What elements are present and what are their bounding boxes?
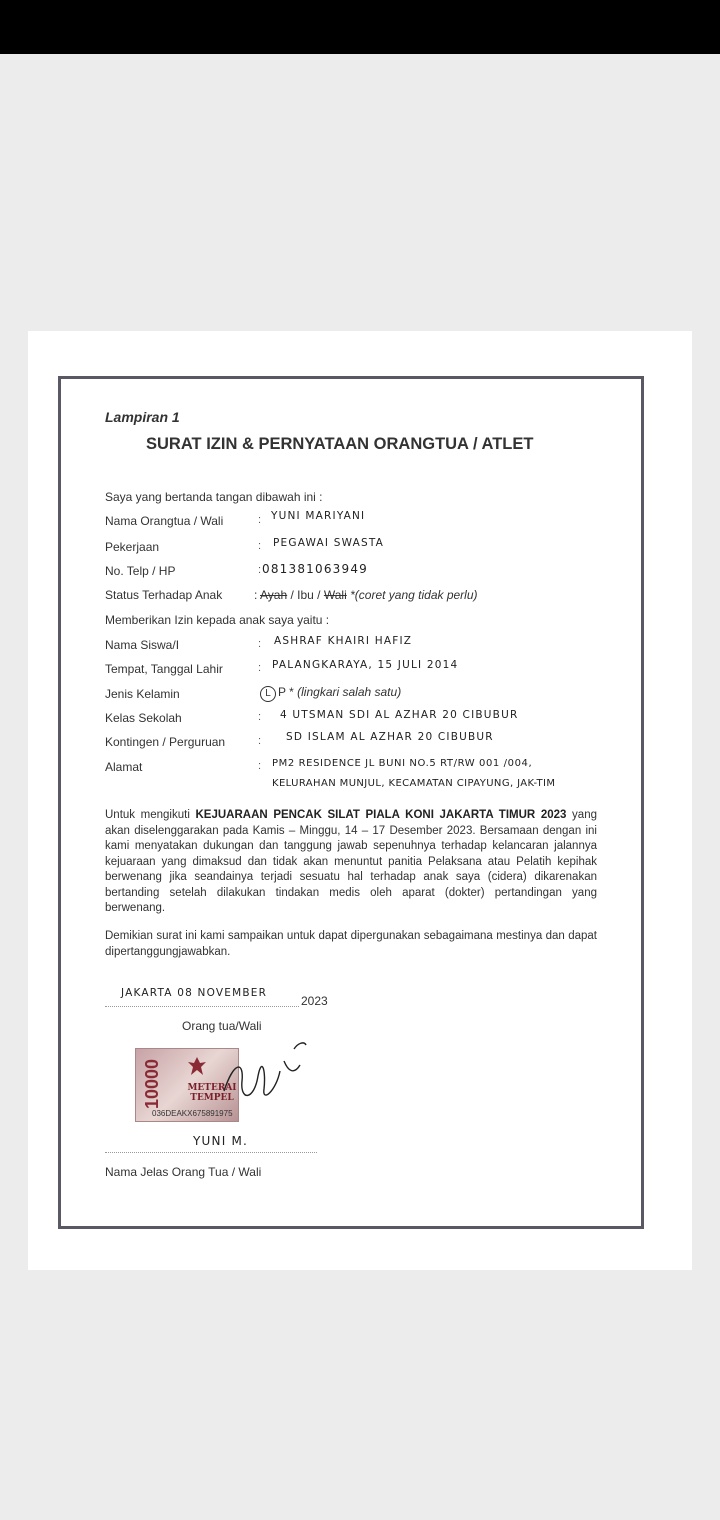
closing-paragraph: Demikian surat ini kami sampaikan untuk dapat dipergunakan sebagaimana mestinya dan dapat dipertanggungjawabkan. <box>105 930 597 958</box>
status-ayah: Ayah <box>260 588 288 602</box>
gender-l-circled: L <box>260 686 276 702</box>
field-value-address-line2: KELURAHAN MUNJUL, KECAMATAN CIPAYUNG, JAK-TIM <box>272 778 556 789</box>
intro-text: Saya yang bertanda tangan dibawah ini : <box>105 490 323 504</box>
field-value-address-line1: PM2 RESIDENCE JL BUNI NO.5 RT/RW 001 /004, <box>272 758 533 769</box>
field-label-gender: Jenis Kelamin <box>105 687 180 701</box>
footer-label: Nama Jelas Orang Tua / Wali <box>105 1165 262 1179</box>
status-wali: Wali <box>323 588 347 602</box>
field-label-parent-name: Nama Orangtua / Wali <box>105 514 224 528</box>
garuda-emblem-icon <box>186 1055 208 1077</box>
place-date-value: JAKARTA 08 NOVEMBER <box>121 987 268 999</box>
field-label-birth: Tempat, Tanggal Lahir <box>105 662 223 676</box>
field-value-contingent: SD ISLAM AL AZHAR 20 CIBUBUR <box>286 731 494 743</box>
field-label-contingent: Kontingen / Perguruan <box>105 735 226 749</box>
signer-name: YUNI M. <box>193 1134 249 1148</box>
status-bar <box>0 0 720 54</box>
permission-text: Memberikan Izin kepada anak saya yaitu : <box>105 613 330 627</box>
field-label-address: Alamat <box>105 760 143 774</box>
orang-tua-label: Orang tua/Wali <box>182 1019 262 1033</box>
field-value-student-name: ASHRAF KHAIRI HAFIZ <box>274 635 413 647</box>
field-label-student-name: Nama Siswa/I <box>105 638 180 652</box>
field-label-occupation: Pekerjaan <box>105 540 160 554</box>
stamp-amount: 10000 <box>142 1058 162 1109</box>
statement-paragraph: Untuk mengikuti KEJUARAAN PENCAK SILAT PIALA KONI JAKARTA TIMUR 2023 yang akan diselenggarakan pada Kamis – Minggu, 14 – 17 Desember 2023. Bersamaan dengan ini kami menyatakan dukungan dan tanggung jawab sepenuhnya terhadap kelancaran jalannya kejuaraan yang dimaksud dan tidak akan menuntut panitia Pelaksana atau Pelatih kepihak berwenang jika seandainya terjadi sesuatu hal terhadap anak saya (cidera) dikarenakan bertanding setelah dilakukan tindakan medis oleh aparat (dokter) pertandingan yang berwenang. <box>105 809 597 914</box>
field-value-occupation: PEGAWAI SWASTA <box>273 537 385 549</box>
place-date-year: 2023 <box>301 994 328 1008</box>
field-label-phone: No. Telp / HP <box>105 564 176 578</box>
field-label-status: Status Terhadap Anak <box>105 588 223 602</box>
field-value-parent-name: YUNI MARIYANI <box>271 510 366 522</box>
field-label-class: Kelas Sekolah <box>105 711 182 725</box>
field-value-class: 4 UTSMAN SDI AL AZHAR 20 CIBUBUR <box>280 709 519 721</box>
field-value-birth: PALANGKARAYA, 15 JULI 2014 <box>272 659 459 671</box>
document-title: SURAT IZIN & PERNYATAAN ORANGTUA / ATLET <box>146 435 534 453</box>
stamp-word: METERAI TEMPEL <box>187 1083 237 1103</box>
status-ibu: / Ibu / <box>290 588 321 602</box>
stamp-code: 036DEAKX675891975 <box>152 1109 233 1118</box>
document-page: Lampiran 1 SURAT IZIN & PERNYATAAN ORANGTUA / ATLET Saya yang bertanda tangan dibawah ini : Nama Orangtua / Wali : YUNI MARIYANI Pekerjaan : PEGAWAI SWASTA No. Telp / HP : 081381063949 Status Terhadap Anak : Ayah / Ibu / Wali *(coret yang tidak perlu) Memberikan Izin kepada anak saya yaitu : Nama Siswa/I : ASHRAF KHAIRI HAFIZ Tempat, Tanggal Lahir : PALANGKARAYA, 15 JULI 2014 Jenis Kelamin L P * (lingkari salah satu) Kelas Sekolah : 4 UTSMAN SDI AL AZHAR 20 CIBUBUR Kontingen / Perguruan : SD ISLAM AL AZHAR 20 CIBUBUR Alamat : PM2 RESIDENCE JL BUNI NO.5 RT/RW 001 /004, KELURAHAN MUNJUL, KECAMATAN CIPAYUNG, JAK-TIM Untuk mengikuti KEJUARAAN PENCAK SILAT PIALA KONI JAKARTA TIMUR 2023 yang akan diselenggarakan pada Kamis – Minggu, 14 – 17 Desember 2023. Bersamaan dengan ini kami menyatakan dukungan dan tanggung jawab sepenuhnya terhadap kelancaran jalannya kejuaraan yang dimaksud dan tidak akan menuntut panitia Pelaksana atau Pelatih kepihak berwenang jika seandainya terjadi sesuatu hal terhadap anak saya (cidera) dikarenakan bertanding setelah dilakukan tindakan medis oleh aparat (dokter) pertandingan yang berwenang. Demikian surat ini kami sampaikan untuk dapat dipergunakan sebagaimana mestinya dan dapat dipertanggungjawabkan. JAKARTA 08 NOVEMBER 2023 Orang tua/Wali 10000 METERAI TEMPEL 036DEAKX675891975 YUNI M. Nama Jelas Orang Tua / Wali <box>28 331 692 1270</box>
gender-note: (lingkari salah satu) <box>297 685 402 699</box>
field-value-phone: 081381063949 <box>262 562 369 576</box>
field-value-status: : Ayah / Ibu / Wali *(coret yang tidak perlu) <box>254 588 478 602</box>
status-note: *(coret yang tidak perlu) <box>350 588 478 602</box>
field-value-gender <box>260 685 401 702</box>
lampiran-label: Lampiran 1 <box>105 409 180 425</box>
signature <box>214 1031 324 1111</box>
gender-p: P * <box>278 685 294 699</box>
event-name: KEJUARAAN PENCAK SILAT PIALA KONI JAKARTA TIMUR 2023 <box>195 809 567 821</box>
